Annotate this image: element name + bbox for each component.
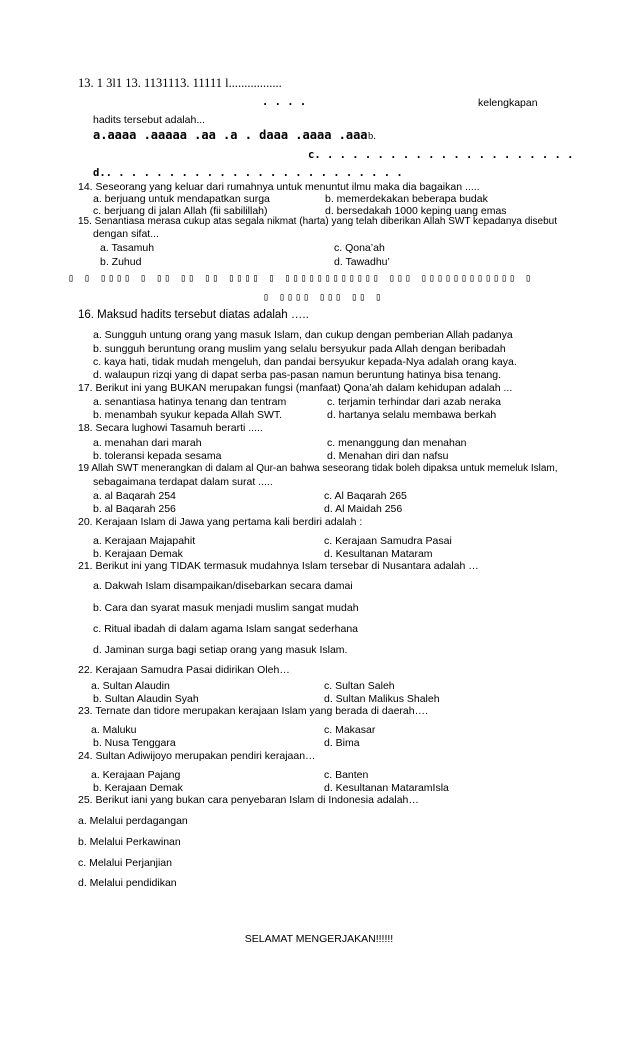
q23-option-d: d. Bima — [324, 737, 360, 749]
q15-question: 15. Senantiasa merasa cukup atas segala nikmat (harta) yang telah diberikan Allah SWT kepadanya disebut — [78, 216, 557, 227]
q20-option-a: a. Kerajaan Majapahit — [93, 535, 196, 547]
q24-option-a: a. Kerajaan Pajang — [91, 769, 181, 781]
q23-option-b: b. Nusa Tenggara — [93, 737, 176, 749]
q15-option-a: a. Tasamuh — [100, 242, 155, 254]
q18-question: 18. Secara lughowi Tasamuh berarti ..... — [78, 422, 263, 434]
q23-option-c: c. Makasar — [324, 724, 376, 736]
q15-option-b: b. Zuhud — [100, 256, 142, 268]
q14-question: 14. Seseorang yang keluar dari rumahnya untuk menuntut ilmu maka dia bagaikan ..... — [78, 181, 480, 193]
q15-question-cont: dengan sifat... — [93, 228, 159, 240]
hadith-garbled-line1: ▯ ▯ ▯▯▯▯ ▯ ▯▯ ▯▯ ▯▯ ▯▯▯▯ ▯ ▯▯▯▯▯▯▯▯▯▯▯▯ ▯▯▯ ▯▯▯▯▯▯▯▯▯▯▯▯ ▯ — [68, 273, 534, 284]
q21-option-b: b. Cara dan syarat masuk menjadi muslim sangat mudah — [93, 602, 359, 614]
q24-option-d: d. Kesultanan MataramIsla — [324, 782, 449, 794]
q18-option-a: a. menahan dari marah — [93, 437, 202, 449]
q21-option-d: d. Jaminan surga bagi setiap orang yang masuk Islam. — [93, 644, 348, 656]
q14-option-b: b. memerdekakan beberapa budak — [325, 193, 488, 205]
q25-option-c: c. Melalui Perjanjian — [78, 857, 172, 869]
q13-dots: . . . . — [262, 96, 307, 108]
q17-option-b: b. menambah syukur kepada Allah SWT. — [93, 409, 283, 421]
q14-option-d: d. bersedakah 1000 keping uang emas — [325, 205, 507, 217]
q18-option-b: b. toleransi kepada sesama — [93, 450, 222, 462]
q17-question: 17. Berikut ini yang BUKAN merupakan fungsi (manfaat) Qona’ah dalam kehidupan adalah ... — [78, 382, 513, 394]
q25-option-b: b. Melalui Perkawinan — [78, 836, 181, 848]
q21-option-a: a. Dakwah Islam disampaikan/disebarkan secara damai — [93, 580, 353, 592]
q16-question: 16. Maksud hadits tersebut diatas adalah ….. — [78, 309, 309, 321]
q13-option-a: a.aaaa .aaaaa .aa .a . daaa .aaaa .aaa — [93, 128, 368, 142]
hadith-garbled-line2: ▯ ▯▯▯▯ ▯▯▯ ▯▯ ▯ — [263, 292, 384, 303]
q25-question: 25. Berikut iani yang bukan cara penyebaran Islam di Indonesia adalah… — [78, 794, 419, 806]
q19-question-cont: sebagaimana terdapat dalam surat ..... — [93, 476, 273, 488]
q17-option-d: d. hartanya selalu membawa berkah — [327, 409, 497, 421]
q20-option-c: c. Kerajaan Samudra Pasai — [324, 535, 452, 547]
q22-option-a: a. Sultan Alaudin — [91, 680, 170, 692]
q16-option-a: a. Sungguh untung orang yang masuk Islam, dan cukup dengan pemberian Allah padanya — [93, 329, 513, 341]
q14-option-a: a. berjuang untuk mendapatkan surga — [93, 193, 270, 205]
q20-option-b: b. Kerajaan Demak — [93, 548, 183, 560]
q13-heading: 13. 1 3l1 13. 1131113. 11111 l................. — [78, 76, 282, 90]
q15-option-d: d. Tawadhu’ — [334, 256, 390, 268]
q17-option-c: c. terjamin terhindar dari azab neraka — [327, 396, 501, 408]
q24-option-b: b. Kerajaan Demak — [93, 782, 183, 794]
q15-option-c: c. Qona’ah — [334, 242, 385, 254]
q21-option-c: c. Ritual ibadah di dalam agama Islam sangat sederhana — [93, 623, 358, 635]
q19-question: 19 Allah SWT menerangkan di dalam al Qur-an bahwa seseorang tidak boleh dipaksa untuk memeluk Islam, — [78, 463, 558, 474]
q25-option-a: a. Melalui perdagangan — [78, 815, 188, 827]
q25-option-d: d. Melalui pendidikan — [78, 877, 177, 889]
q22-option-b: b. Sultan Alaudin Syah — [93, 693, 199, 705]
q21-question: 21. Berikut ini yang TIDAK termasuk mudahnya Islam tersebar di Nusantara adalah … — [78, 560, 479, 572]
q20-question: 20. Kerajaan Islam di Jawa yang pertama kali berdiri adalah : — [78, 516, 363, 528]
q22-option-c: c. Sultan Saleh — [324, 680, 395, 692]
q23-option-a: a. Maluku — [91, 724, 137, 736]
q16-option-b: b. sungguh beruntung orang muslim yang selalu bersyukur pada Allah dengan beribadah — [93, 343, 506, 355]
q19-option-b: b. al Baqarah 256 — [93, 503, 176, 515]
q20-option-d: d. Kesultanan Mataram — [324, 548, 433, 560]
q13-option-d: d.. . . . . . . . . . . . . . . . . . . . . . . . — [93, 167, 403, 179]
q24-question: 24. Sultan Adiwijoyo merupakan pendiri kerajaan… — [78, 750, 316, 762]
q13-option-c: c. . . . . . . . . . . . . . . . . . . . . — [308, 149, 574, 161]
q18-option-c: c. menanggung dan menahan — [327, 437, 467, 449]
q24-option-c: c. Banten — [324, 769, 369, 781]
q22-question: 22. Kerajaan Samudra Pasai didirikan Oleh… — [78, 664, 290, 676]
q16-option-c: c. kaya hati, tidak mudah mengeluh, dan pandai bersyukur kepada-Nya adalah orang kaya. — [93, 356, 517, 368]
q13-kelengkapan: kelengkapan — [478, 97, 538, 109]
q19-option-c: c. Al Baqarah 265 — [324, 490, 407, 502]
q18-option-d: d. Menahan diri dan nafsu — [327, 450, 449, 462]
q16-option-d: d. walaupun rizqi yang di dapat serba pas-pasan namun beruntung hatinya bisa tenang. — [93, 369, 502, 381]
q13-text: hadits tersebut adalah... — [93, 114, 206, 126]
closing-message: SELAMAT MENGERJAKAN!!!!!! — [244, 933, 394, 945]
q19-option-d: d. Al Maidah 256 — [324, 503, 403, 515]
q13-option-b: b. — [368, 131, 376, 142]
q17-option-a: a. senantiasa hatinya tenang dan tentram — [93, 396, 287, 408]
q19-option-a: a. al Baqarah 254 — [93, 490, 176, 502]
q14-option-c: c. berjuang di jalan Allah (fii sabilillah) — [93, 205, 268, 217]
q23-question: 23. Ternate dan tidore merupakan kerajaan Islam yang berada di daerah…. — [78, 705, 429, 717]
q22-option-d: d. Sultan Malikus Shaleh — [324, 693, 440, 705]
